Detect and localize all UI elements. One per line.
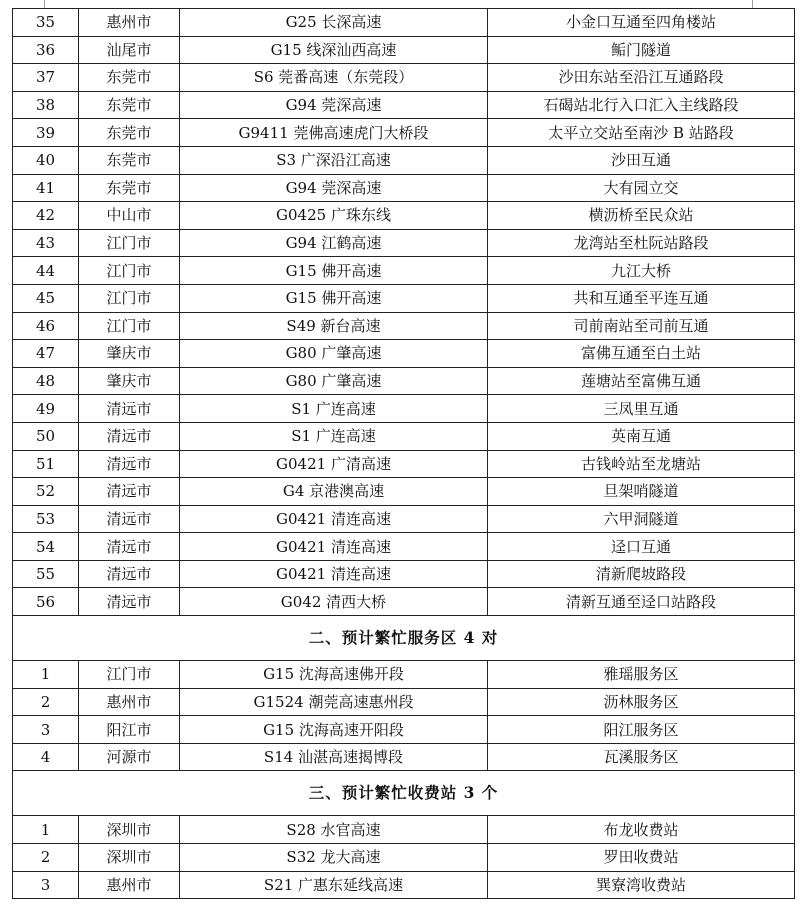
location-cell: 共和互通至平连互通: [488, 284, 795, 312]
city-cell: 肇庆市: [79, 367, 180, 395]
road-cell: S3 广深沿江高速: [180, 146, 488, 174]
service-area-section-row: [13, 616, 795, 661]
location-cell: 迳口互通: [488, 533, 795, 561]
location-cell: 古钱岭站至龙塘站: [488, 450, 795, 478]
road-cell: G94 莞深高速: [180, 91, 488, 119]
city-cell: 清远市: [79, 505, 180, 533]
location-cell: 巽寮湾收费站: [488, 871, 795, 899]
road-cell: S14 汕湛高速揭博段: [180, 743, 488, 771]
location-cell: 小金口互通至四角楼站: [488, 9, 795, 37]
table-row: [13, 119, 795, 147]
table-row: [13, 9, 795, 37]
row-number: 42: [13, 202, 79, 230]
row-number: 37: [13, 64, 79, 92]
table-row: [13, 422, 795, 450]
row-number: 50: [13, 422, 79, 450]
road-cell: G15 线深汕西高速: [180, 36, 488, 64]
row-number: 38: [13, 91, 79, 119]
crop-mark: [752, 0, 753, 8]
location-cell: 罗田收费站: [488, 844, 795, 872]
row-number: 43: [13, 229, 79, 257]
road-cell: G0421 清连高速: [180, 560, 488, 588]
location-cell: 布龙收费站: [488, 816, 795, 844]
table-row: [13, 871, 795, 899]
row-number: 45: [13, 284, 79, 312]
location-cell: 阳江服务区: [488, 716, 795, 744]
city-cell: 清远市: [79, 422, 180, 450]
row-number: 3: [13, 716, 79, 744]
row-number: 46: [13, 312, 79, 340]
location-cell: 六甲洞隧道: [488, 505, 795, 533]
table-body: [13, 9, 795, 899]
city-cell: 肇庆市: [79, 340, 180, 368]
location-cell: 莲塘站至富佛互通: [488, 367, 795, 395]
table-row: [13, 688, 795, 716]
row-number: 55: [13, 560, 79, 588]
table-row: [13, 91, 795, 119]
table-row: [13, 340, 795, 368]
location-cell: 清新互通至迳口站路段: [488, 588, 795, 616]
crop-mark: [44, 0, 45, 8]
table-row: [13, 533, 795, 561]
table-row: [13, 284, 795, 312]
location-cell: 沙田互通: [488, 146, 795, 174]
city-cell: 中山市: [79, 202, 180, 230]
location-cell: 雅瑶服务区: [488, 661, 795, 689]
city-cell: 河源市: [79, 743, 180, 771]
location-cell: 沥林服务区: [488, 688, 795, 716]
city-cell: 江门市: [79, 229, 180, 257]
busy-locations-table: [12, 8, 795, 899]
road-cell: S49 新台高速: [180, 312, 488, 340]
city-cell: 惠州市: [79, 9, 180, 37]
road-cell: S21 广惠东延线高速: [180, 871, 488, 899]
city-cell: 江门市: [79, 284, 180, 312]
city-cell: 清远市: [79, 478, 180, 506]
road-cell: G1524 潮莞高速惠州段: [180, 688, 488, 716]
location-cell: 富佛互通至白土站: [488, 340, 795, 368]
city-cell: 东莞市: [79, 91, 180, 119]
road-cell: S1 广连高速: [180, 422, 488, 450]
road-cell: G25 长深高速: [180, 9, 488, 37]
road-cell: G15 佛开高速: [180, 257, 488, 285]
road-cell: G9411 莞佛高速虎门大桥段: [180, 119, 488, 147]
city-cell: 深圳市: [79, 844, 180, 872]
road-cell: G80 广肇高速: [180, 367, 488, 395]
location-cell: 九江大桥: [488, 257, 795, 285]
location-cell: 大有园立交: [488, 174, 795, 202]
road-cell: S6 莞番高速（东莞段）: [180, 64, 488, 92]
road-cell: G15 沈海高速开阳段: [180, 716, 488, 744]
road-cell: G94 莞深高速: [180, 174, 488, 202]
row-number: 2: [13, 844, 79, 872]
location-cell: 三凤里互通: [488, 395, 795, 423]
row-number: 48: [13, 367, 79, 395]
table-row: [13, 64, 795, 92]
row-number: 52: [13, 478, 79, 506]
row-number: 2: [13, 688, 79, 716]
location-cell: 瓦溪服务区: [488, 743, 795, 771]
city-cell: 深圳市: [79, 816, 180, 844]
city-cell: 东莞市: [79, 64, 180, 92]
page-top-edge: [0, 0, 800, 8]
road-cell: G80 广肇高速: [180, 340, 488, 368]
city-cell: 江门市: [79, 312, 180, 340]
row-number: 51: [13, 450, 79, 478]
row-number: 54: [13, 533, 79, 561]
table-row: [13, 478, 795, 506]
road-cell: S32 龙大高速: [180, 844, 488, 872]
location-cell: 英南互通: [488, 422, 795, 450]
location-cell: 清新爬坡路段: [488, 560, 795, 588]
city-cell: 东莞市: [79, 146, 180, 174]
city-cell: 清远市: [79, 560, 180, 588]
row-number: 56: [13, 588, 79, 616]
city-cell: 东莞市: [79, 174, 180, 202]
row-number: 40: [13, 146, 79, 174]
row-number: 3: [13, 871, 79, 899]
city-cell: 清远市: [79, 588, 180, 616]
table-row: [13, 816, 795, 844]
row-number: 4: [13, 743, 79, 771]
row-number: 36: [13, 36, 79, 64]
city-cell: 惠州市: [79, 871, 180, 899]
row-number: 35: [13, 9, 79, 37]
row-number: 47: [13, 340, 79, 368]
location-cell: 龙湾站至杜阮站路段: [488, 229, 795, 257]
table-row: [13, 450, 795, 478]
city-cell: 江门市: [79, 661, 180, 689]
row-number: 1: [13, 816, 79, 844]
table-row: [13, 716, 795, 744]
road-cell: G0421 广清高速: [180, 450, 488, 478]
city-cell: 清远市: [79, 395, 180, 423]
table-row: [13, 146, 795, 174]
city-cell: 阳江市: [79, 716, 180, 744]
city-cell: 汕尾市: [79, 36, 180, 64]
road-cell: G0421 清连高速: [180, 533, 488, 561]
table-row: [13, 202, 795, 230]
table-row: [13, 395, 795, 423]
table-row: [13, 844, 795, 872]
table-row: [13, 505, 795, 533]
table-row: [13, 36, 795, 64]
location-cell: 石碣站北行入口汇入主线路段: [488, 91, 795, 119]
city-cell: 惠州市: [79, 688, 180, 716]
road-cell: G042 清西大桥: [180, 588, 488, 616]
city-cell: 清远市: [79, 450, 180, 478]
location-cell: 横沥桥至民众站: [488, 202, 795, 230]
table-row: [13, 743, 795, 771]
road-cell: G0421 清连高速: [180, 505, 488, 533]
city-cell: 清远市: [79, 533, 180, 561]
table-row: [13, 174, 795, 202]
row-number: 39: [13, 119, 79, 147]
location-cell: 沙田东站至沿江互通路段: [488, 64, 795, 92]
location-cell: 太平立交站至南沙 B 站路段: [488, 119, 795, 147]
road-cell: S1 广连高速: [180, 395, 488, 423]
table-row: [13, 312, 795, 340]
road-cell: G15 沈海高速佛开段: [180, 661, 488, 689]
road-cell: G94 江鹤高速: [180, 229, 488, 257]
location-cell: 司前南站至司前互通: [488, 312, 795, 340]
location-cell: 旦架哨隧道: [488, 478, 795, 506]
location-cell: 鲘门隧道: [488, 36, 795, 64]
row-number: 41: [13, 174, 79, 202]
row-number: 49: [13, 395, 79, 423]
road-cell: G15 佛开高速: [180, 284, 488, 312]
table-row: [13, 229, 795, 257]
row-number: 44: [13, 257, 79, 285]
road-cell: S28 水官高速: [180, 816, 488, 844]
road-cell: G0425 广珠东线: [180, 202, 488, 230]
table-row: [13, 367, 795, 395]
city-cell: 东莞市: [79, 119, 180, 147]
table-row: [13, 560, 795, 588]
section-heading: 三、预计繁忙收费站 3 个: [13, 771, 795, 816]
road-cell: G4 京港澳高速: [180, 478, 488, 506]
table-row: [13, 257, 795, 285]
toll-station-section-row: [13, 771, 795, 816]
city-cell: 江门市: [79, 257, 180, 285]
table-row: [13, 588, 795, 616]
table-row: [13, 661, 795, 689]
section-heading: 二、预计繁忙服务区 4 对: [13, 616, 795, 661]
row-number: 1: [13, 661, 79, 689]
row-number: 53: [13, 505, 79, 533]
